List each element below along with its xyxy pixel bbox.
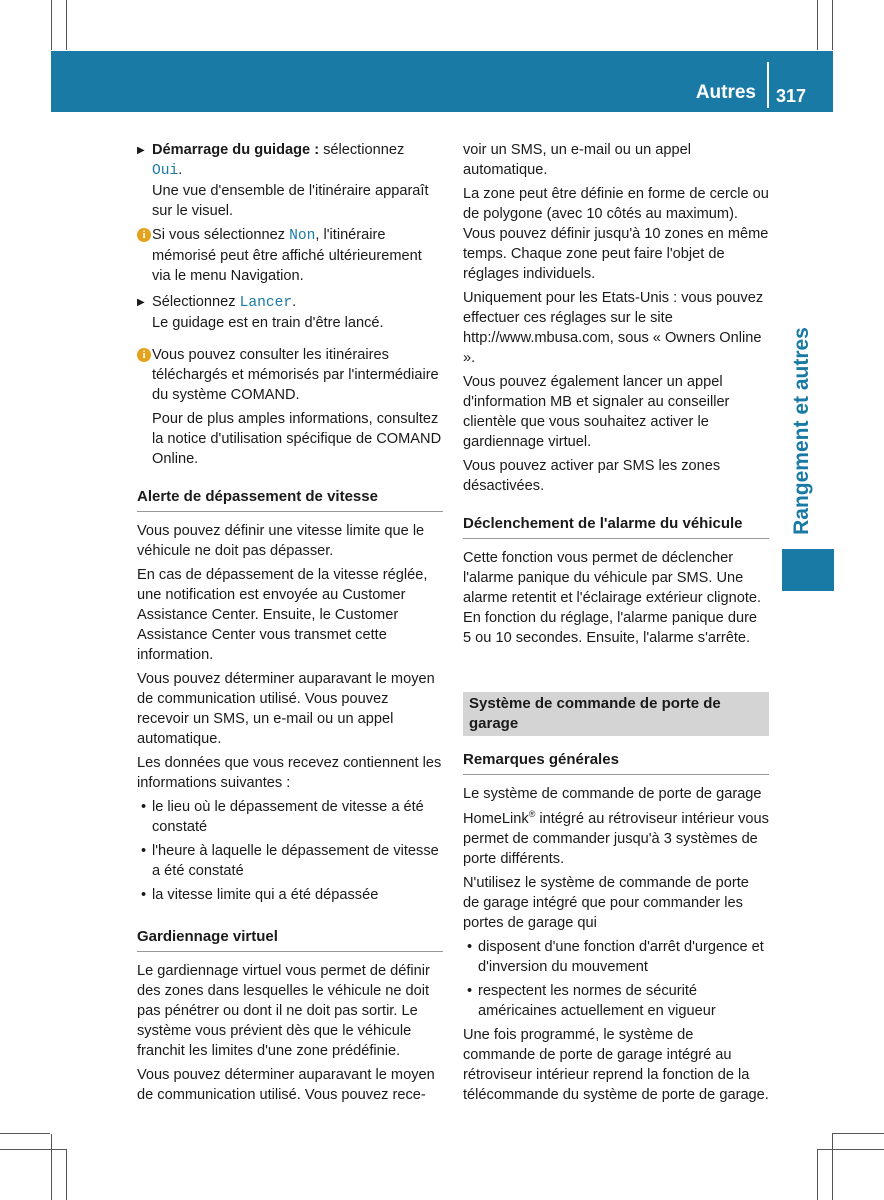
chapter-marker [782, 549, 834, 591]
step-result: Le guidage est en train d'être lancé. [152, 315, 384, 331]
step-result: Une vue d'ensemble de l'itinéraire apparaît sur le visuel. [152, 183, 429, 219]
section-heading: Remarques générales [463, 750, 769, 775]
paragraph: Vous pouvez définir une vitesse limite que le véhicule ne doit pas dépasser. [137, 523, 425, 559]
info-icon: i [137, 228, 151, 242]
step-arrow-icon: ▶ [137, 145, 145, 156]
paragraph: Cette fonction vous permet de déclencher l'alarme panique du véhicule par SMS. Une alarme retentit et l'éclairage extérieur clignote. En fonction du réglage, l'alarme panique dure 5 ou 10 secondes. Ensuite, l'alarme s'arrête. [463, 550, 762, 646]
paragraph: Vous pouvez également lancer un appel d'information MB et signaler au conseiller clientèle que vous souhaitez activer le gardiennage virtuel. [463, 374, 730, 450]
crop-mark [66, 0, 67, 50]
display-text-non: Non [289, 228, 316, 244]
step-start-guidance: ▶ Démarrage du guidage : sélectionnez Oui. Une vue d'ensemble de l'itinéraire apparaît sur le visuel. [137, 142, 429, 219]
list-item: • disposent d'une fonction d'arrêt d'urgence et d'inversion du mouvement [463, 937, 769, 977]
paragraph: voir un SMS, un e-mail ou un appel automatique. [463, 142, 691, 178]
section-heading: Gardiennage virtuel [137, 927, 443, 952]
list-item: • l'heure à laquelle le dépassement de vitesse a été constaté [137, 841, 443, 881]
section-heading: Alerte de dépassement de vitesse [137, 487, 443, 512]
paragraph: N'utilisez le système de commande de porte de garage intégré que pour commander les portes de garage qui [463, 874, 749, 931]
left-column [137, 140, 443, 1109]
paragraph: La zone peut être définie en forme de cercle ou de polygone (avec 10 côtés au maximum). Vous pouvez définir jusqu'à 10 zones en même temps. Chaque zone peut faire l'objet de réglages individuels. [463, 186, 769, 282]
info-note: i Vous pouvez consulter les itinéraires téléchargés et mémorisés par l'intermédiaire du système COMAND. Pour de plus amples informations, consultez la notice d'utilisation spécifique de COMAND Online. [137, 345, 443, 469]
info-note: i Si vous sélectionnez Non, l'itinéraire mémorisé peut être affiché ultérieurement via le menu Navigation. [137, 225, 443, 286]
paragraph: Vous pouvez activer par SMS les zones désactivées. [463, 458, 721, 494]
section-title: Autres [695, 82, 756, 103]
crop-mark [817, 1149, 884, 1150]
list-item: • respectent les normes de sécurité américaines actuellement en vigueur [463, 981, 769, 1021]
step-launch: ▶ Sélectionnez Lancer. Le guidage est en train d'être lancé. [137, 294, 384, 331]
crop-mark [832, 1134, 833, 1200]
crop-mark [817, 1149, 818, 1200]
crop-mark [0, 1149, 66, 1150]
crop-mark [51, 0, 52, 50]
display-text-oui: Oui [152, 163, 179, 179]
crop-mark [66, 1149, 67, 1200]
step-label: Démarrage du guidage : [152, 142, 320, 158]
section-heading: Déclenchement de l'alarme du véhicule [463, 514, 769, 539]
chapter-box-title: Système de commande de porte de garage [463, 692, 769, 736]
crop-mark [0, 1133, 50, 1134]
crop-mark [832, 0, 833, 50]
chapter-tab-label: Rangement et autres [790, 327, 813, 535]
chapter-tab [782, 325, 822, 537]
page-number: 317 [776, 86, 807, 106]
step-text: sélectionnez [319, 142, 405, 158]
paragraph: Vous pouvez déterminer auparavant le moyen de communication utilisé. Vous pouvez recevoir un SMS, un e-mail ou un appel automatique. [137, 671, 435, 747]
paragraph: Uniquement pour les Etats-Unis : vous pouvez effectuer ces réglages sur le site http://www.mbusa.com, sous « Owners Online ». [463, 290, 764, 366]
crop-mark [817, 0, 818, 50]
paragraph: Le système de commande de porte de garage HomeLink® intégré au rétroviseur intérieur vous permet de commander jusqu'à 3 systèmes de porte différents. [463, 786, 769, 867]
paragraph: Les données que vous recevez contiennent les informations suivantes : [137, 755, 442, 791]
list-item: • la vitesse limite qui a été dépassée [137, 885, 443, 905]
paragraph: En cas de dépassement de la vitesse réglée, une notification est envoyée au Customer Assistance Center. Ensuite, le Customer Assistance Center vous transmet cette information. [137, 567, 428, 663]
header-divider [767, 62, 769, 108]
paragraph: Vous pouvez déterminer auparavant le moyen de communication utilisé. Vous pouvez rece- [137, 1067, 435, 1103]
info-icon: i [137, 348, 151, 362]
crop-mark [51, 1134, 52, 1200]
step-arrow-icon: ▶ [137, 297, 145, 308]
right-column [463, 140, 769, 1109]
display-text-lancer: Lancer [239, 295, 293, 311]
paragraph: Le gardiennage virtuel vous permet de définir des zones dans lesquelles le véhicule ne doit pas pénétrer ou dont il ne doit pas sortir. Le système vous prévient dès que le véhicule franchit les limites d'une zone prédéfinie. [137, 963, 430, 1059]
paragraph: Une fois programmé, le système de commande de porte de garage intégré au rétroviseur intérieur reprend la fonction de la télécommande du système de porte de garage. [463, 1026, 769, 1103]
list-item: • le lieu où le dépassement de vitesse a été constaté [137, 797, 443, 837]
crop-mark [832, 1133, 884, 1134]
